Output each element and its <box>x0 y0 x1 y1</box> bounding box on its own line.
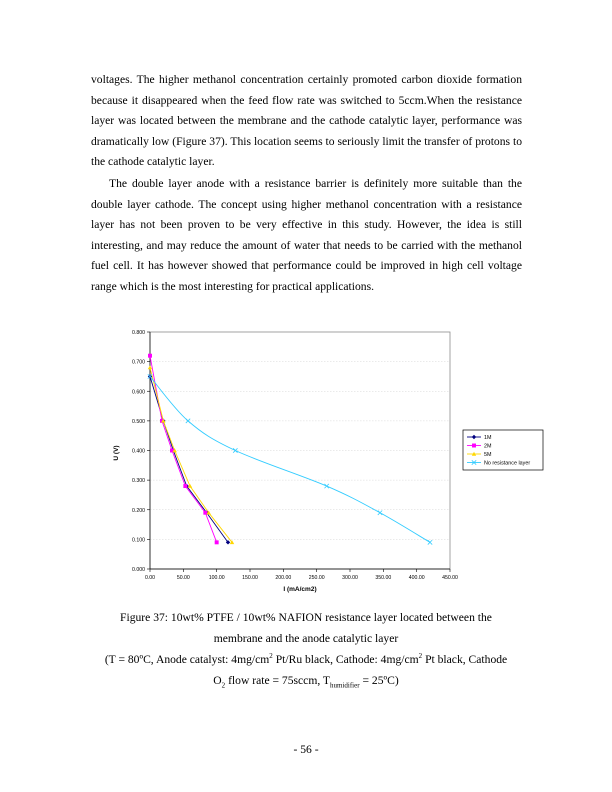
y-tick-label: 0.500 <box>132 418 145 425</box>
caption-text: flow rate = 75sccm, T <box>225 674 331 687</box>
caption-text: (T = 80ºC, Anode catalyst: 4mg/cm <box>104 653 270 666</box>
body-paragraph-1: voltages. The higher methanol concentration certainly promoted carbon dioxide formation because it disappeared when the feed flow rate was switched to 5ccm.When the resistance layer was located between the membrane and the cathode catalytic layer, performance was dramatically low (Figure 37). This location seems to seriously limit the transfer of protons to the cathode catalytic layer. <box>91 73 522 169</box>
data-point-2m <box>215 540 219 544</box>
data-point-2m <box>148 354 152 358</box>
y-axis-label: U (V) <box>113 445 120 461</box>
caption-text: = 25ºC) <box>359 674 399 687</box>
x-axis-label: I (mA/cm2) <box>283 586 317 593</box>
page-number: - 56 - <box>293 743 319 756</box>
figure-caption-line-3 <box>60 650 552 671</box>
x-tick-label: 300.00 <box>342 575 358 581</box>
caption-superscript: 2 <box>269 652 273 661</box>
legend-label-2m: 2M <box>484 443 492 450</box>
caption-superscript: 2 <box>418 652 423 661</box>
legend-label-5m: 5M <box>484 452 492 458</box>
figure-caption-line-4 <box>60 671 552 692</box>
y-tick-label: 0.100 <box>132 537 145 544</box>
x-tick-label: 450.00 <box>442 575 458 581</box>
legend-marker-2m <box>472 444 476 448</box>
y-tick-label: 0.600 <box>132 389 145 396</box>
x-tick-label: 400.00 <box>408 575 425 581</box>
caption-subscript: 2 <box>221 681 226 690</box>
y-tick-label: 0.700 <box>132 359 145 366</box>
x-tick-label: 150.00 <box>242 575 258 581</box>
figure-caption-line-2: membrane and the anode catalytic layer <box>213 632 399 645</box>
legend-label-1m: 1M <box>484 435 492 441</box>
x-tick-label: 250.00 <box>308 575 325 581</box>
body-paragraph-2: The double layer anode with a resistance barrier is definitely more suitable than the double layer cathode. The concept using higher methanol concentration with a resistance layer has not been proven to be very effective in this study. However, the idea is still interesting, and may reduce the amount of water that needs to be carried with the methanol fuel cell. It has however showed that performance could be improved in high cell voltage range which is the most interesting for practical applications. <box>91 177 522 293</box>
x-tick-label: 350.00 <box>375 575 392 581</box>
y-tick-label: 0.800 <box>132 330 145 336</box>
caption-text: Pt black, Cathode <box>422 653 508 666</box>
y-tick-label: 0.400 <box>132 448 145 455</box>
caption-text: Pt/Ru black, Cathode: 4mg/cm <box>272 653 419 666</box>
figure-caption-line-1: Figure 37: 10wt% PTFE / 10wt% NAFION resistance layer located between the <box>120 611 492 624</box>
x-tick-label: 100.00 <box>208 575 225 581</box>
caption-text: O <box>213 674 222 687</box>
legend-label-no-resistance-layer: No resistance layer <box>484 460 531 467</box>
data-point-2m <box>183 484 187 488</box>
y-tick-label: 0.300 <box>132 478 145 485</box>
caption-subscript: humidifier <box>330 681 360 690</box>
x-tick-label: 0.00 <box>144 575 156 581</box>
y-tick-label: 0.000 <box>132 567 145 573</box>
x-tick-label: 200.00 <box>275 575 292 581</box>
x-tick-label: 50.00 <box>176 575 190 581</box>
figure-37-chart <box>108 323 546 605</box>
y-tick-label: 0.200 <box>132 507 145 514</box>
